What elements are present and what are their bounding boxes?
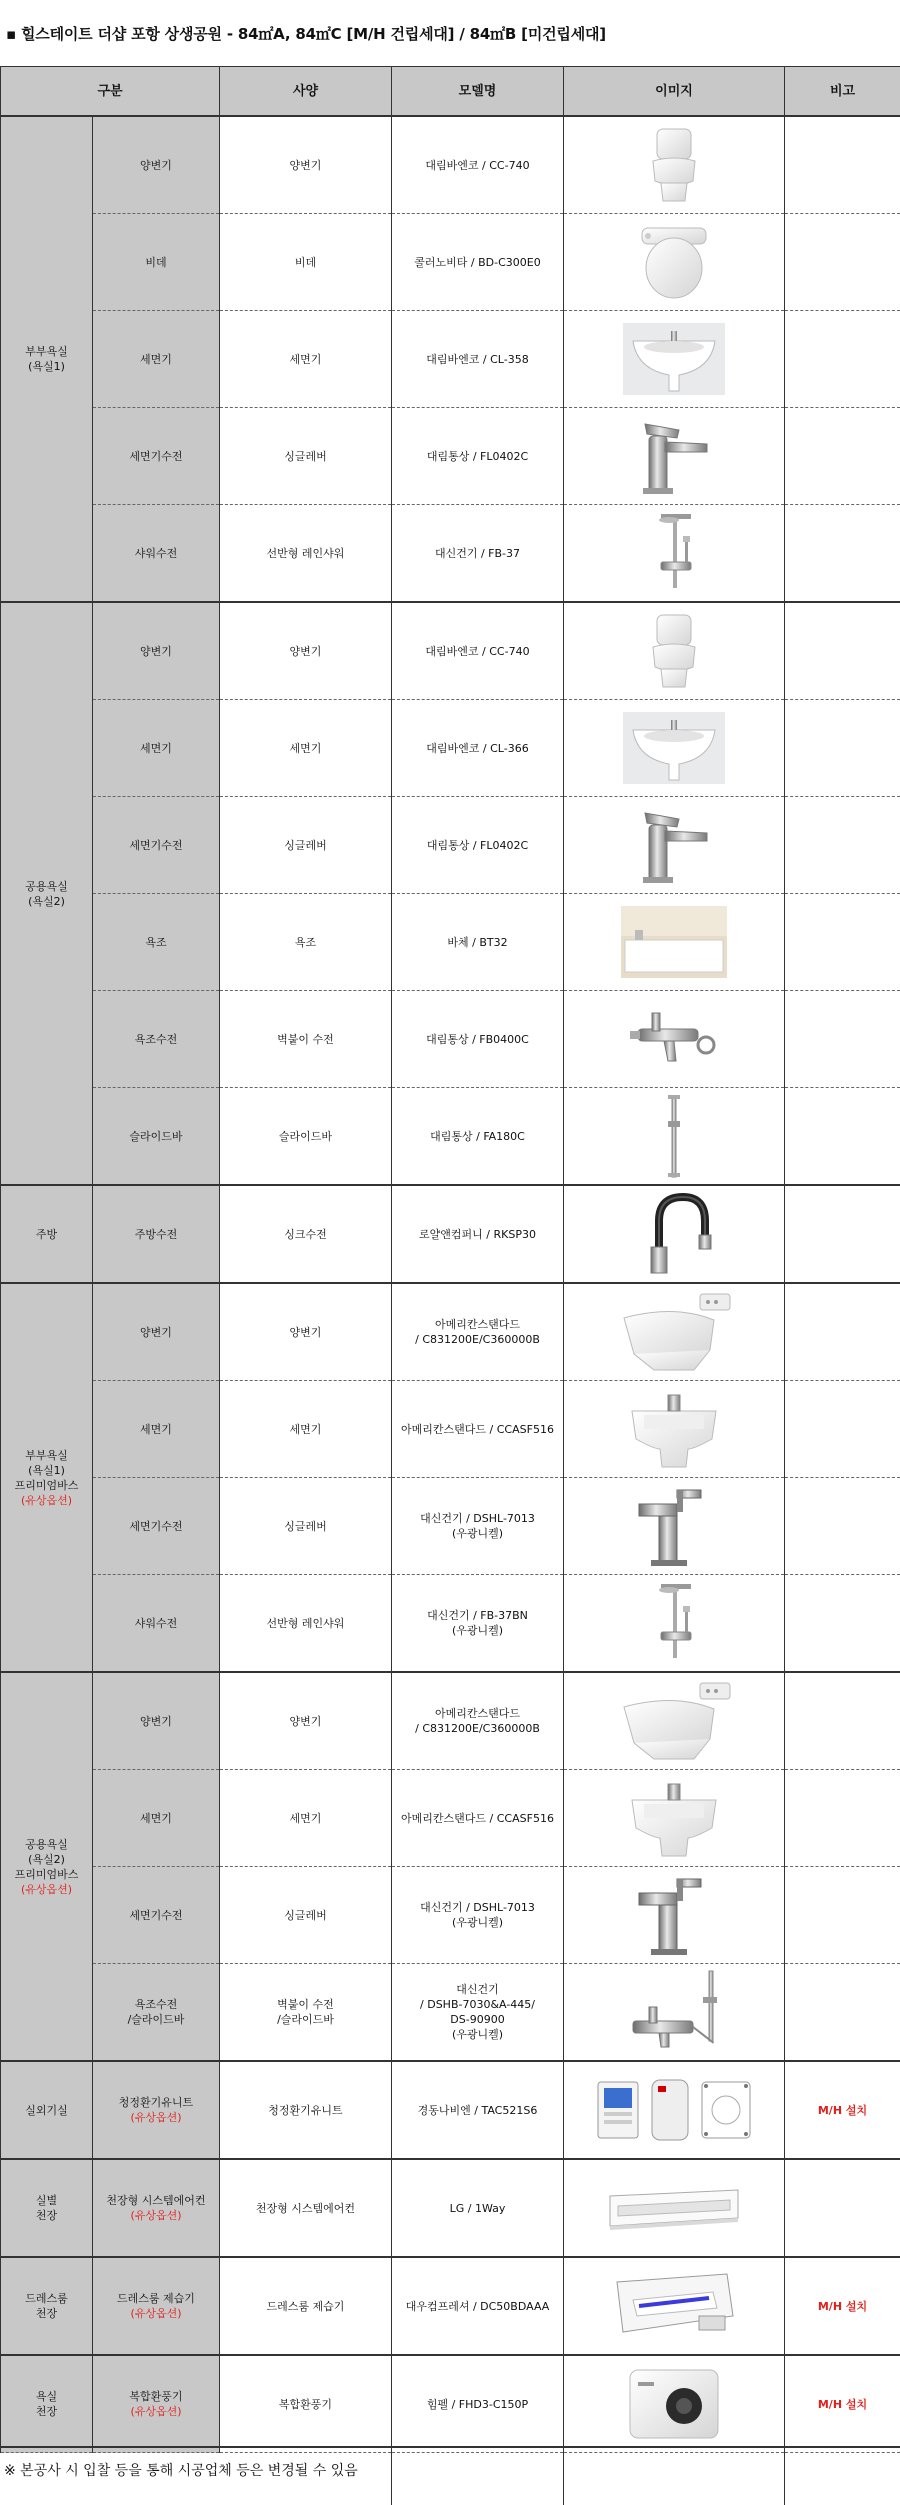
note-text: M/H 설치 xyxy=(818,2104,867,2117)
spec-cell xyxy=(220,1964,392,2062)
item-cell-text: 청정환기유니트 xyxy=(97,2095,215,2110)
model-cell xyxy=(392,311,564,408)
table-row xyxy=(1,2061,900,2159)
category-label: 부부욕실 xyxy=(5,1448,88,1463)
category-label: 욕실 xyxy=(5,2389,88,2404)
spec-cell-text: 복합환풍기 xyxy=(224,2397,387,2412)
item-cell xyxy=(93,700,220,797)
note-cell xyxy=(785,116,900,214)
category-label: 공용욕실 xyxy=(5,879,88,894)
model-cell xyxy=(392,214,564,311)
table-row xyxy=(1,894,900,991)
note-cell xyxy=(785,1088,900,1186)
image-cell xyxy=(564,2159,785,2257)
bath-faucet-slide-image xyxy=(568,1967,780,2057)
item-cell xyxy=(93,311,220,408)
spec-cell xyxy=(220,991,392,1088)
image-cell xyxy=(564,1185,785,1283)
model-cell-text: 대신건기 / DSHL-7013 xyxy=(396,1900,559,1915)
square-basin-image xyxy=(568,1776,780,1860)
spec-cell-text: 벽붙이 수전 xyxy=(224,1997,387,2012)
table-row xyxy=(1,1088,900,1186)
category-label: 실별 xyxy=(5,2193,88,2208)
table-row xyxy=(1,1672,900,1770)
smart-toilet-image xyxy=(568,1290,780,1374)
square-basin-image xyxy=(568,1387,780,1471)
spec-cell-text: 양변기 xyxy=(224,644,387,659)
table-row xyxy=(1,1381,900,1478)
model-cell xyxy=(392,1672,564,1770)
table-row xyxy=(1,1185,900,1283)
model-cell-text: 대림통상 / FB0400C xyxy=(396,1032,559,1047)
item-cell xyxy=(93,894,220,991)
image-cell xyxy=(564,894,785,991)
item-cell-text: 주방수전 xyxy=(97,1227,215,1242)
spec-cell-text: 벽붙이 수전 xyxy=(224,1032,387,1047)
note-cell xyxy=(785,700,900,797)
table-row xyxy=(1,311,900,408)
paid-option-label: (유상옵션) xyxy=(97,2208,215,2223)
header-model: 모델명 xyxy=(392,67,564,117)
note-cell xyxy=(785,602,900,700)
model-cell-text: 로얄앤컴퍼니 / RKSP30 xyxy=(396,1227,559,1242)
note-cell xyxy=(785,797,900,894)
note-cell xyxy=(785,2257,900,2355)
category-label: 공용욕실 xyxy=(5,1837,88,1852)
spec-cell xyxy=(220,894,392,991)
spec-cell-text: 슬라이드바 xyxy=(224,1129,387,1144)
image-cell xyxy=(564,1381,785,1478)
spec-cell-text: 양변기 xyxy=(224,1325,387,1340)
spec-cell xyxy=(220,1283,392,1381)
item-cell xyxy=(93,1381,220,1478)
note-cell xyxy=(785,2159,900,2257)
spec-cell-text: 싱크수전 xyxy=(224,1227,387,1242)
model-cell-text: 대림바엔코 / CC-740 xyxy=(396,158,559,173)
model-cell xyxy=(392,1185,564,1283)
note-cell xyxy=(785,1283,900,1381)
model-cell-text: / C831200E/C360000B xyxy=(396,1332,559,1347)
category-cell xyxy=(1,2159,93,2257)
model-cell-text: 아메리칸스탠다드 / CCASF516 xyxy=(396,1422,559,1437)
table-row xyxy=(1,1770,900,1867)
model-cell xyxy=(392,602,564,700)
image-cell xyxy=(564,311,785,408)
model-cell xyxy=(392,2355,564,2453)
note-cell xyxy=(785,1770,900,1867)
footnote: ※ 본공사 시 입찰 등을 통해 시공업체 등은 변경될 수 있음 xyxy=(4,2460,358,2480)
model-cell xyxy=(392,797,564,894)
item-cell xyxy=(93,1478,220,1575)
spec-cell xyxy=(220,2355,392,2453)
spec-cell-text: 드레스룸 제습기 xyxy=(224,2299,387,2314)
item-cell xyxy=(93,214,220,311)
category-cell xyxy=(1,2355,93,2453)
spec-cell-text: 싱글레버 xyxy=(224,838,387,853)
image-cell xyxy=(564,700,785,797)
spec-cell-text: 싱글레버 xyxy=(224,1908,387,1923)
category-cell xyxy=(1,2257,93,2355)
category-label: (욕실2) xyxy=(5,1852,88,1867)
spec-cell xyxy=(220,1672,392,1770)
item-cell xyxy=(93,116,220,214)
spec-cell xyxy=(220,1770,392,1867)
basin-faucet-image xyxy=(568,805,780,885)
basin-faucet-image xyxy=(568,416,780,496)
toilet-image xyxy=(568,611,780,691)
spec-cell-text: 비데 xyxy=(224,255,387,270)
spec-cell-text: 세면기 xyxy=(224,1811,387,1826)
image-cell xyxy=(564,116,785,214)
spec-cell-text: 세면기 xyxy=(224,352,387,367)
shower-faucet-image xyxy=(568,1580,780,1666)
table-row xyxy=(1,602,900,700)
model-cell-text: LG / 1Way xyxy=(396,2201,559,2216)
image-cell xyxy=(564,2061,785,2159)
category-label: (욕실1) xyxy=(5,359,88,374)
item-cell-text: 복합환풍기 xyxy=(97,2389,215,2404)
category-label: 실외기실 xyxy=(5,2103,88,2118)
model-cell-text: DS-90900 xyxy=(396,2012,559,2027)
item-cell xyxy=(93,408,220,505)
image-cell xyxy=(564,408,785,505)
image-cell xyxy=(564,797,785,894)
spec-cell-text: /슬라이드바 xyxy=(224,2012,387,2027)
header-note: 비고 xyxy=(785,67,900,117)
category-label: 프리미엄바스 xyxy=(5,1867,88,1882)
item-cell-text: 양변기 xyxy=(97,158,215,173)
image-cell xyxy=(564,991,785,1088)
category-cell xyxy=(1,1283,93,1672)
item-cell xyxy=(93,1088,220,1186)
model-cell-text: 경동나비엔 / TAC521S6 xyxy=(396,2103,559,2118)
item-cell-text: 세면기수전 xyxy=(97,1519,215,1534)
image-cell xyxy=(564,1088,785,1186)
spec-cell-text: 싱글레버 xyxy=(224,1519,387,1534)
category-label: (욕실1) xyxy=(5,1463,88,1478)
paid-option-label: (유상옵션) xyxy=(5,1493,88,1508)
spec-cell-text: 천장형 시스템에어컨 xyxy=(224,2201,387,2216)
spec-cell-text: 양변기 xyxy=(224,1714,387,1729)
model-cell xyxy=(392,991,564,1088)
spec-cell-text: 욕조 xyxy=(224,935,387,950)
model-cell-text: 대림바엔코 / CL-366 xyxy=(396,741,559,756)
image-cell xyxy=(564,214,785,311)
spec-cell xyxy=(220,1478,392,1575)
item-cell-text: 욕조수전 xyxy=(97,1032,215,1047)
table-row xyxy=(1,408,900,505)
spec-cell xyxy=(220,602,392,700)
category-label: 천장 xyxy=(5,2306,88,2321)
smart-toilet-image xyxy=(568,1679,780,1763)
item-cell xyxy=(93,1964,220,2062)
item-cell xyxy=(93,797,220,894)
spec-cell-text: 양변기 xyxy=(224,158,387,173)
sink-faucet-image xyxy=(568,1191,780,1277)
table-row xyxy=(1,991,900,1088)
paid-option-label: (유상옵션) xyxy=(97,2404,215,2419)
model-cell-text: 대신건기 xyxy=(396,1982,559,1997)
header-row xyxy=(1,67,900,117)
table-row xyxy=(1,1575,900,1673)
spec-cell-text: 세면기 xyxy=(224,741,387,756)
spec-cell xyxy=(220,2061,392,2159)
item-cell-text: 샤워수전 xyxy=(97,1616,215,1631)
note-cell xyxy=(785,1478,900,1575)
image-cell xyxy=(564,1964,785,2062)
note-cell xyxy=(785,1867,900,1964)
image-cell xyxy=(564,602,785,700)
image-cell xyxy=(564,1770,785,1867)
model-cell-text: 콜러노비타 / BD-C300E0 xyxy=(396,255,559,270)
table-row xyxy=(1,700,900,797)
note-cell xyxy=(785,991,900,1088)
image-cell xyxy=(564,505,785,603)
item-cell-text: 욕조수전 xyxy=(97,1997,215,2012)
note-cell xyxy=(785,1672,900,1770)
spec-cell-text: 세면기 xyxy=(224,1422,387,1437)
bidet-image xyxy=(568,222,780,302)
item-cell-text: 슬라이드바 xyxy=(97,1129,215,1144)
model-cell xyxy=(392,116,564,214)
item-cell xyxy=(93,2061,220,2159)
spec-cell xyxy=(220,797,392,894)
item-cell-text: 세면기수전 xyxy=(97,449,215,464)
category-cell xyxy=(1,2061,93,2159)
item-cell xyxy=(93,2159,220,2257)
model-cell xyxy=(392,2257,564,2355)
item-cell-text: 비데 xyxy=(97,255,215,270)
item-cell xyxy=(93,1672,220,1770)
model-cell-text: 대신건기 / FB-37BN xyxy=(396,1608,559,1623)
image-cell xyxy=(564,2257,785,2355)
note-text: M/H 설치 xyxy=(818,2398,867,2411)
model-cell-text: 대림통상 / FL0402C xyxy=(396,838,559,853)
model-cell-text: 아메리칸스탠다드 / CCASF516 xyxy=(396,1811,559,1826)
category-cell xyxy=(1,602,93,1185)
table-row xyxy=(1,797,900,894)
model-cell-text: (우광니켈) xyxy=(396,2027,559,2042)
spec-cell xyxy=(220,1185,392,1283)
model-cell xyxy=(392,1867,564,1964)
note-cell xyxy=(785,2061,900,2159)
item-cell-text: 샤워수전 xyxy=(97,546,215,561)
item-cell-text: 양변기 xyxy=(97,644,215,659)
spec-cell xyxy=(220,505,392,603)
note-cell xyxy=(785,505,900,603)
model-cell-text: 대림통상 / FA180C xyxy=(396,1129,559,1144)
paid-option-label: (유상옵션) xyxy=(97,2110,215,2125)
model-cell xyxy=(392,2159,564,2257)
spec-cell xyxy=(220,2257,392,2355)
model-cell xyxy=(392,894,564,991)
note-cell xyxy=(785,1185,900,1283)
shower-faucet-image xyxy=(568,510,780,596)
bathtub-image xyxy=(568,904,780,980)
image-cell xyxy=(564,1867,785,1964)
model-cell-text: (우광니켈) xyxy=(396,1915,559,1930)
note-cell xyxy=(785,2355,900,2453)
category-label: 부부욕실 xyxy=(5,344,88,359)
model-cell-text: 아메리칸스탠다드 xyxy=(396,1317,559,1332)
note-cell xyxy=(785,894,900,991)
image-cell xyxy=(564,1575,785,1673)
header-image: 이미지 xyxy=(564,67,785,117)
model-cell xyxy=(392,505,564,603)
item-cell xyxy=(93,2257,220,2355)
model-cell-text: 대림통상 / FL0402C xyxy=(396,449,559,464)
model-cell-text: 대림바엔코 / CC-740 xyxy=(396,644,559,659)
spec-cell xyxy=(220,408,392,505)
spec-cell xyxy=(220,116,392,214)
table-row xyxy=(1,1867,900,1964)
header-spec: 사양 xyxy=(220,67,392,117)
header-category: 구분 xyxy=(1,67,220,117)
spec-cell xyxy=(220,1088,392,1186)
table-row xyxy=(1,2355,900,2453)
table-row xyxy=(1,2159,900,2257)
category-cell xyxy=(1,1185,93,1283)
ceiling-aircon-image xyxy=(568,2178,780,2238)
note-cell xyxy=(785,408,900,505)
image-cell xyxy=(564,1478,785,1575)
note-cell xyxy=(785,214,900,311)
model-cell xyxy=(392,700,564,797)
note-text: M/H 설치 xyxy=(818,2300,867,2313)
note-cell xyxy=(785,1964,900,2062)
bath-fan-image xyxy=(568,2364,780,2444)
slide-bar-image xyxy=(568,1091,780,1181)
table-row xyxy=(1,1283,900,1381)
table-row xyxy=(1,1478,900,1575)
item-cell xyxy=(93,1867,220,1964)
spec-table xyxy=(0,66,900,2453)
item-cell-text: 세면기 xyxy=(97,1811,215,1826)
spec-cell-text: 싱글레버 xyxy=(224,449,387,464)
model-cell xyxy=(392,2061,564,2159)
item-cell-text: /슬라이드바 xyxy=(97,2012,215,2027)
model-cell-text: / C831200E/C360000B xyxy=(396,1721,559,1736)
category-label: 프리미엄바스 xyxy=(5,1478,88,1493)
model-cell-text: (우광니켈) xyxy=(396,1623,559,1638)
model-cell xyxy=(392,1381,564,1478)
paid-option-label: (유상옵션) xyxy=(97,2306,215,2321)
note-cell xyxy=(785,1575,900,1673)
category-label: 천장 xyxy=(5,2208,88,2223)
toilet-image xyxy=(568,125,780,205)
model-cell-text: 대신건기 / DSHL-7013 xyxy=(396,1511,559,1526)
model-cell-text: 대우컴프레셔 / DC50BDAAA xyxy=(396,2299,559,2314)
note-cell xyxy=(785,1381,900,1478)
table-row xyxy=(1,1964,900,2062)
category-label: 주방 xyxy=(5,1227,88,1242)
dehumidifier-image xyxy=(568,2266,780,2346)
item-cell-text: 양변기 xyxy=(97,1325,215,1340)
model-cell-text: 아메리칸스탠다드 xyxy=(396,1706,559,1721)
model-cell-text: 대림바엔코 / CL-358 xyxy=(396,352,559,367)
item-cell-text: 세면기 xyxy=(97,741,215,756)
model-cell-text: 힘펠 / FHD3-C150P xyxy=(396,2397,559,2412)
model-cell-text: / DSHB-7030&A-445/ xyxy=(396,1997,559,2012)
wash-basin-image xyxy=(568,708,780,788)
model-cell xyxy=(392,1575,564,1673)
category-cell xyxy=(1,1672,93,2061)
spec-cell xyxy=(220,700,392,797)
spec-cell-text: 선반형 레인샤워 xyxy=(224,546,387,561)
spec-cell xyxy=(220,214,392,311)
image-cell xyxy=(564,2355,785,2453)
item-cell-text: 세면기 xyxy=(97,1422,215,1437)
image-cell xyxy=(564,1672,785,1770)
model-cell xyxy=(392,1283,564,1381)
table-row xyxy=(1,2257,900,2355)
model-cell xyxy=(392,1088,564,1186)
category-cell xyxy=(1,116,93,602)
category-label: (욕실2) xyxy=(5,894,88,909)
item-cell-text: 세면기수전 xyxy=(97,838,215,853)
spec-cell xyxy=(220,1381,392,1478)
spec-cell xyxy=(220,1867,392,1964)
page-title: ▪ 힐스테이트 더샵 포항 상생공원 - 84㎡A, 84㎡C [M/H 건립세대] / 84㎡B [미건립세대] xyxy=(0,0,900,66)
spec-cell-text: 선반형 레인샤워 xyxy=(224,1616,387,1631)
spec-cell-text: 청정환기유니트 xyxy=(224,2103,387,2118)
table-row xyxy=(1,116,900,214)
category-label: 드레스룸 xyxy=(5,2291,88,2306)
wash-basin-image xyxy=(568,319,780,399)
spec-cell xyxy=(220,1575,392,1673)
item-cell-text: 드레스룸 제습기 xyxy=(97,2291,215,2306)
model-cell-text: (우광니켈) xyxy=(396,1526,559,1541)
spec-cell xyxy=(220,2159,392,2257)
model-cell xyxy=(392,1964,564,2062)
item-cell-text: 천장형 시스템에어컨 xyxy=(97,2193,215,2208)
item-cell-text: 욕조 xyxy=(97,935,215,950)
model-cell-text: 바체 / BT32 xyxy=(396,935,559,950)
model-cell xyxy=(392,1478,564,1575)
spec-cell xyxy=(220,311,392,408)
bath-faucet-image xyxy=(568,999,780,1079)
category-label: 천장 xyxy=(5,2404,88,2419)
item-cell xyxy=(93,1770,220,1867)
table-row xyxy=(1,214,900,311)
image-cell xyxy=(564,1283,785,1381)
square-faucet-image xyxy=(568,1484,780,1568)
table-row xyxy=(1,505,900,603)
item-cell xyxy=(93,1283,220,1381)
ventilation-unit-image xyxy=(568,2072,780,2148)
model-cell-text: 대신건기 / FB-37 xyxy=(396,546,559,561)
item-cell xyxy=(93,602,220,700)
item-cell xyxy=(93,1185,220,1283)
item-cell xyxy=(93,2355,220,2453)
item-cell-text: 세면기 xyxy=(97,352,215,367)
paid-option-label: (유상옵션) xyxy=(5,1882,88,1897)
model-cell xyxy=(392,1770,564,1867)
item-cell xyxy=(93,991,220,1088)
item-cell xyxy=(93,505,220,603)
item-cell xyxy=(93,1575,220,1673)
note-cell xyxy=(785,311,900,408)
item-cell-text: 양변기 xyxy=(97,1714,215,1729)
square-faucet-image xyxy=(568,1873,780,1957)
item-cell-text: 세면기수전 xyxy=(97,1908,215,1923)
model-cell xyxy=(392,408,564,505)
